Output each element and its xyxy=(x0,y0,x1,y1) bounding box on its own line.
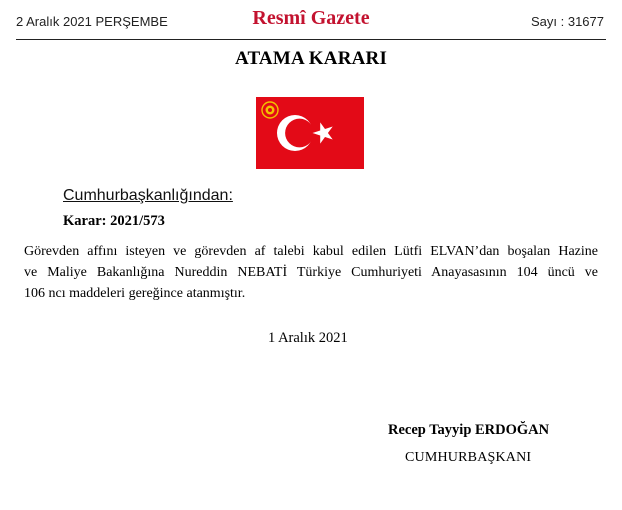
issuing-authority: Cumhurbaşkanlığından: xyxy=(63,187,233,204)
decision-number: Karar: 2021/573 xyxy=(63,213,165,229)
gazette-header xyxy=(16,7,606,40)
signer-title: CUMHURBAŞKANI xyxy=(405,450,532,465)
header-date: 2 Aralık 2021 PERŞEMBE xyxy=(16,14,168,29)
document-title: ATAMA KARARI xyxy=(234,48,388,69)
decision-date: 1 Aralık 2021 xyxy=(268,330,348,346)
turkish-flag-icon xyxy=(256,97,364,169)
body-line: 106 ncı maddeleri gereğince atanmıştır. xyxy=(24,286,246,301)
body-line: Görevden affını isteyen ve görevden af talebi kabul edilen Lütfi ELVAN’dan boşalan Hazine xyxy=(24,244,598,259)
signer-name: Recep Tayyip ERDOĞAN xyxy=(388,422,550,438)
gazette-name: Resmî Gazete xyxy=(252,7,370,29)
issue-number: Sayı : 31677 xyxy=(531,14,604,29)
body-line: ve Maliye Bakanlığına Nureddin NEBATİ Türkiye Cumhuriyeti Anayasasının 104 üncü ve xyxy=(24,265,598,280)
decision-body xyxy=(24,241,598,304)
